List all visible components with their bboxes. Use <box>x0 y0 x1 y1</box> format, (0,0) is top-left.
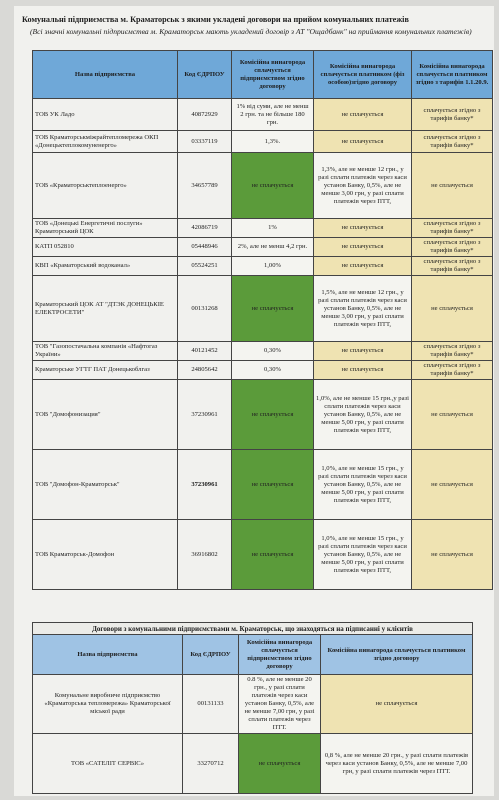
edrpou-code: 36916802 <box>178 520 232 590</box>
company-name: ТОВ "Газопостачальна компанія «Нафтогаз України» <box>33 342 178 361</box>
header-enterprise-fee: Комісійна винагорода сплачується підприємством згідно договору <box>239 635 321 675</box>
pending-contracts-table <box>32 622 473 794</box>
tariff-fee: не сплачується <box>412 380 493 450</box>
edrpou-code: 00131133 <box>183 675 239 734</box>
payer-fee: не сплачується <box>314 342 412 361</box>
payer-fee: не сплачується <box>314 131 412 153</box>
payer-fee: 1,3%, але не менше 12 грн., у разі сплати платежів через каси установ Банку, 0,5%, але не менше 3,00 грн, у разі сплати платежів через ПТТ, <box>314 153 412 219</box>
tariff-fee: не сплачується <box>412 450 493 520</box>
table-row <box>33 380 493 450</box>
company-name: ТОВ «САТЕЛІТ СЕРВІС» <box>33 734 183 794</box>
edrpou-code: 33270712 <box>183 734 239 794</box>
table-row <box>33 257 493 276</box>
table-row <box>33 361 493 380</box>
edrpou-code: 37230961 <box>178 380 232 450</box>
tariff-fee: сплачується згідно з тарифів банку* <box>412 361 493 380</box>
pending-table-title: Договори з комунальними підприємствами м. Краматорськ, що знаходяться на підписанні у клієнтів <box>33 623 473 635</box>
enterprise-fee: 0,30% <box>232 361 314 380</box>
header-enterprise-fee: Комісійна винагорода сплачується підприємством згідно договору <box>232 51 314 99</box>
table-row <box>33 131 493 153</box>
table-row <box>33 450 493 520</box>
tariff-fee: не сплачується <box>412 520 493 590</box>
edrpou-code: 40121452 <box>178 342 232 361</box>
edrpou-code: 05524251 <box>178 257 232 276</box>
enterprise-fee: 1% від суми, але не менш 2 грн. та не більше 180 грн. <box>232 99 314 131</box>
payer-fee: 1,0%, але не менше 15 грн.,у разі сплати платежів через каси установ Банку, 0,5%, але не менше 5,00 грн, у разі сплати платежів через ПТТ, <box>314 380 412 450</box>
payer-fee: не сплачується <box>314 219 412 238</box>
company-name: ТОВ Краматорськміжрайтепломережа ОКП «Донецьктеплокомуненерго» <box>33 131 178 153</box>
table-row <box>33 520 493 590</box>
table-row <box>33 675 473 734</box>
edrpou-code: 05448946 <box>178 238 232 257</box>
table-header-row <box>33 51 493 99</box>
payer-fee: не сплачується <box>314 257 412 276</box>
company-name: КВП «Краматорський водоканал» <box>33 257 178 276</box>
enterprise-fee: не сплачується <box>232 380 314 450</box>
edrpou-code: 37230961 <box>178 450 232 520</box>
tariff-fee: сплачується згідно з тарифів банку* <box>412 219 493 238</box>
header-payer-fee: Комісійна винагорода сплачується платником (фіз особою)згідно договору <box>314 51 412 99</box>
tariff-fee: не сплачується <box>412 276 493 342</box>
payer-fee: 1,0%, але не менше 15 грн., у разі сплати платежів через каси установ Банку, 0,5%, але не менше 5,00 грн, у разі сплати платежів через ПТТ, <box>314 520 412 590</box>
company-name: ТОВ "Домофонизация" <box>33 380 178 450</box>
header-code: Код ЄДРПОУ <box>178 51 232 99</box>
page-title: Комунальні підприємства м. Краматорськ з якими укладені договори на прийом комунальних платежів <box>22 15 409 24</box>
table-row <box>33 734 473 794</box>
table-row <box>33 99 493 131</box>
enterprise-fee: не сплачується <box>232 450 314 520</box>
tariff-fee: сплачується згідно з тарифів банку* <box>412 99 493 131</box>
company-name: КАТП 052810 <box>33 238 178 257</box>
enterprise-fee: не сплачується <box>232 276 314 342</box>
company-name: ТОВ Краматорськ-Домофон <box>33 520 178 590</box>
company-name: ТОВ УК Ладо <box>33 99 178 131</box>
tariff-fee: сплачується згідно з тарифів банку* <box>412 238 493 257</box>
payer-fee: не сплачується <box>321 675 473 734</box>
edrpou-code: 00131268 <box>178 276 232 342</box>
enterprise-fee: не сплачується <box>232 153 314 219</box>
tariff-fee: сплачується згідно з тарифів банку* <box>412 131 493 153</box>
tariff-fee: сплачується згідно з тарифів банку* <box>412 342 493 361</box>
header-tariff-fee: Комісійна винагорода сплачується платником згідно з тарифів 1.1.20.9. <box>412 51 493 99</box>
header-code: Код ЄДРПОУ <box>183 635 239 675</box>
tariff-fee: не сплачується <box>412 153 493 219</box>
edrpou-code: 40872929 <box>178 99 232 131</box>
tariff-fee: сплачується згідно з тарифів банку* <box>412 257 493 276</box>
payer-fee: не сплачується <box>314 99 412 131</box>
edrpou-code: 24805642 <box>178 361 232 380</box>
company-name: ТОВ "Домофон-Краматорськ" <box>33 450 178 520</box>
payer-fee: 1,5%, але не менше 12 грн., у разі сплати платежів через каси установ Банку, 0,5%, але не менше 3,00 грн, у разі сплати платежів через ПТТ, <box>314 276 412 342</box>
contracts-table <box>32 50 493 590</box>
payer-fee: не сплачується <box>314 238 412 257</box>
edrpou-code: 42086719 <box>178 219 232 238</box>
company-name: ТОВ «Донецькі Енергетичні послуги» Краматорський ЦОК <box>33 219 178 238</box>
enterprise-fee: 0.8 %, але не менше 20 грн., у разі сплати платежів через каси установ Банку, 0,5%, але не менше 7,00 грн, у разі сплати платежів через ПТТ. <box>239 675 321 734</box>
header-payer-fee: Комісійна винагорода сплачується платником згідно договору <box>321 635 473 675</box>
table-header-row <box>33 635 473 675</box>
enterprise-fee: 1,3%. <box>232 131 314 153</box>
enterprise-fee: 0,30% <box>232 342 314 361</box>
table-row <box>33 276 493 342</box>
enterprise-fee: 1,00% <box>232 257 314 276</box>
edrpou-code: 34657789 <box>178 153 232 219</box>
header-name: Назва підприємства <box>33 51 178 99</box>
enterprise-fee: 2%, але не менш 4,2 грн. <box>232 238 314 257</box>
table-row <box>33 238 493 257</box>
edrpou-code: 03337119 <box>178 131 232 153</box>
payer-fee: 0,8 %, але не менше 20 грн., у разі сплати платежів через каси установ Банку, 0,5%, але не менше 7,00 грн, у разі сплати платежів через ПТТ. <box>321 734 473 794</box>
company-name: ТОВ «Краматорськтеплоенерго» <box>33 153 178 219</box>
table-row <box>33 342 493 361</box>
page-subtitle: (Всі значні комунальні підприємства м. Краматорськ мають укладений договір з АТ "Ощадбанк" на приймання комунальних платежів) <box>30 27 472 36</box>
table-row <box>33 219 493 238</box>
table-row <box>33 153 493 219</box>
enterprise-fee: не сплачується <box>239 734 321 794</box>
payer-fee: не сплачується <box>314 361 412 380</box>
enterprise-fee: 1% <box>232 219 314 238</box>
company-name: Краматорське УГТГ ПАТ Донецькоблгаз <box>33 361 178 380</box>
header-name: Назва підприємства <box>33 635 183 675</box>
company-name: Комунальне виробниче підприємство «Краматорська тепломережа» Краматорської міської ради <box>33 675 183 734</box>
company-name: Краматорський ЦОК АТ "ДТЭК ДОНЕЦЬКІЕ ЕЛЕКТРОСЕТИ" <box>33 276 178 342</box>
payer-fee: 1,0%, але не менше 15 грн., у разі сплати платежів через каси установ Банку, 0,5%, але не менше 5,00 грн, у разі сплати платежів через ПТТ, <box>314 450 412 520</box>
enterprise-fee: не сплачується <box>232 520 314 590</box>
